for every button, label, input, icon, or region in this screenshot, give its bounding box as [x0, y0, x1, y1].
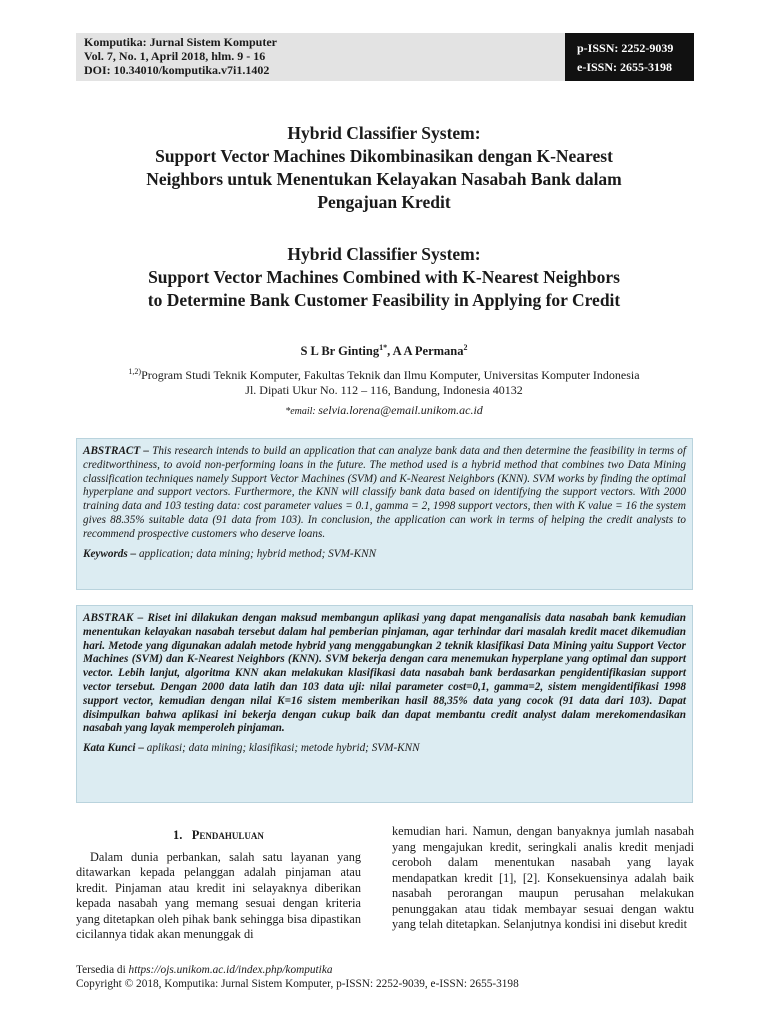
author-2-sup: 2 [463, 342, 468, 352]
abstrak-label: ABSTRAK – [83, 612, 144, 624]
footer-available-label: Tersedia di [76, 964, 129, 976]
journal-info [84, 35, 277, 77]
email-line [0, 403, 768, 418]
footer-copyright: Copyright © 2018, Komputika: Jurnal Sistem Komputer, p-ISSN: 2252-9039, e-ISSN: 2655-3198 [76, 978, 519, 990]
keywords-text: application; data mining; hybrid method; SVM-KNN [136, 547, 377, 560]
intro-paragraph-right: kemudian hari. Namun, dengan banyaknya jumlah nasabah yang mengajukan kredit, seringkali analis kredit menjadi ceroboh dalam menentukan nasabah yang layak mendapatkan kredit [1], [2]. Konsekuensinya adalah baik nasabah perorangan maupun perusahan melakukan penunggakan atau tidak membayar sesuai dengan waktu yang telah ditetapkan. Selanjutnya kondisi ini disebut kredit [392, 824, 694, 931]
authors [0, 344, 768, 359]
author-1: S L Br Ginting [300, 344, 380, 358]
kata-kunci-label: Kata Kunci – [83, 742, 144, 755]
author-2: A A Permana [392, 344, 464, 358]
issn-box [565, 33, 694, 81]
journal-doi[interactable]: DOI: 10.34010/komputika.v7i1.1402 [84, 63, 270, 77]
section-number: 1. [173, 828, 183, 842]
abstract-english [76, 438, 693, 590]
title-id-line: Pengajuan Kredit [317, 192, 451, 212]
column-left [76, 824, 361, 943]
email-address[interactable]: selvia.lorena@email.unikom.ac.id [318, 403, 483, 417]
affiliation-line-1: Program Studi Teknik Komputer, Fakultas Teknik dan Ilmu Komputer, Universitas Komputer Indonesia [141, 368, 640, 382]
column-right [392, 824, 694, 933]
section-title: Pendahuluan [191, 828, 264, 842]
footer-url[interactable]: https://ojs.unikom.ac.id/index.php/komputika [128, 964, 333, 976]
abstract-text: This research intends to build an application that can analyze bank data and then determine the feasibility in terms of creditworthiness, to avoid non-performing loans in the future. The method used is a hybrid method that combines two Data Mining classification techniques namely Support Vector Machines (SVM) and K-Nearest Neighbors (KNN). SVM works by finding the optimal hyperplane and support vectors. Furthermore, the KNN will classify bank data based on identifying the support vectors. With 2000 training data and 103 testing data: cost parameter values = 0.1, gamma = 2, 1998 support vectors, then with K value = 16 the system gives 88.35% suitable data (91 data from 103). In conclusion, the application can work in terms of helping the credit analysts to recommend prospective customers who deserve loans. [83, 445, 686, 540]
title-en-line: to Determine Bank Customer Feasibility in Applying for Credit [147, 290, 621, 310]
email-label: *email: [285, 406, 319, 417]
title-en-line: Hybrid Classifier System: [287, 244, 481, 264]
title-id-line: Support Vector Machines Dikombinasikan dengan K-Nearest [155, 146, 613, 166]
p-issn: p-ISSN: 2252-9039 [577, 41, 674, 55]
footer [76, 963, 519, 991]
title-id-line: Neighbors untuk Menentukan Kelayakan Nasabah Bank dalam [146, 169, 622, 189]
section-heading [76, 828, 361, 844]
keywords-label: Keywords – [83, 547, 137, 560]
title-indonesian [60, 122, 708, 214]
author-1-sup: 1* [379, 342, 388, 352]
journal-volume: Vol. 7, No. 1, April 2018, hlm. 9 - 16 [84, 49, 266, 63]
abstract-indonesian [76, 605, 693, 803]
affiliation [0, 368, 768, 398]
kata-kunci-text: aplikasi; data mining; klasifikasi; metode hybrid; SVM-KNN [143, 742, 420, 755]
intro-paragraph-left: Dalam dunia perbankan, salah satu layanan yang ditawarkan kepada pelanggan adalah pinjaman atau kredit. Pinjaman atau kredit ini selayaknya diberikan kepada nasabah yang memang sesuai dengan kriteria yang ditetapkan oleh pihak bank sehingga bisa dipastikan cicilannya tidak akan menunggak di [76, 849, 361, 941]
journal-name: Komputika: Jurnal Sistem Komputer [84, 35, 278, 49]
author-separator: , [387, 344, 393, 358]
abstract-label: ABSTRACT – [83, 445, 149, 457]
abstrak-text: Riset ini dilakukan dengan maksud membangun aplikasi yang dapat menganalisis data nasabah bank kemudian menentukan kelayakan nasabah tersebut dalam hal pemberian pinjaman, agar terhindar dari masalah kredit macet dikemudian hari. Metode yang digunakan adalah metode hybrid yang menggabungkan 2 teknik klasifikasi Data Mining yaitu Support Vector Machines (SVM) dan K-Nearest Neighbors (KNN). SVM bekerja dengan cara menemukan hyperplane yang optimal dan support vector. Lebih lanjut, algoritma KNN akan melakukan klasifikasi data nasabah bank berdasarkan pengidentifikasian support vector tersebut. Dengan 2000 data latih dan 103 data uji: nilai parameter cost=0,1, gamma=2, sistem mengidentifikasi 1998 support vector, kemudian dengan nilai K=16 sistem memberikan hasil 88,35% data yang cocok (91 data dari 103). Dapat disimpulkan bahwa aplikasi ini bekerja dengan cukup baik dan dapat membantu credit analyst dalam merekomendasikan nasabah yang layak memperoleh pinjaman. [83, 612, 686, 735]
affiliation-sup: 1,2) [128, 367, 142, 376]
affiliation-line-2: Jl. Dipati Ukur No. 112 – 116, Bandung, Indonesia 40132 [245, 383, 523, 397]
title-en-line: Support Vector Machines Combined with K-Nearest Neighbors [148, 267, 620, 287]
e-issn: e-ISSN: 2655-3198 [577, 60, 672, 74]
title-english [60, 243, 708, 312]
title-id-line: Hybrid Classifier System: [287, 123, 481, 143]
